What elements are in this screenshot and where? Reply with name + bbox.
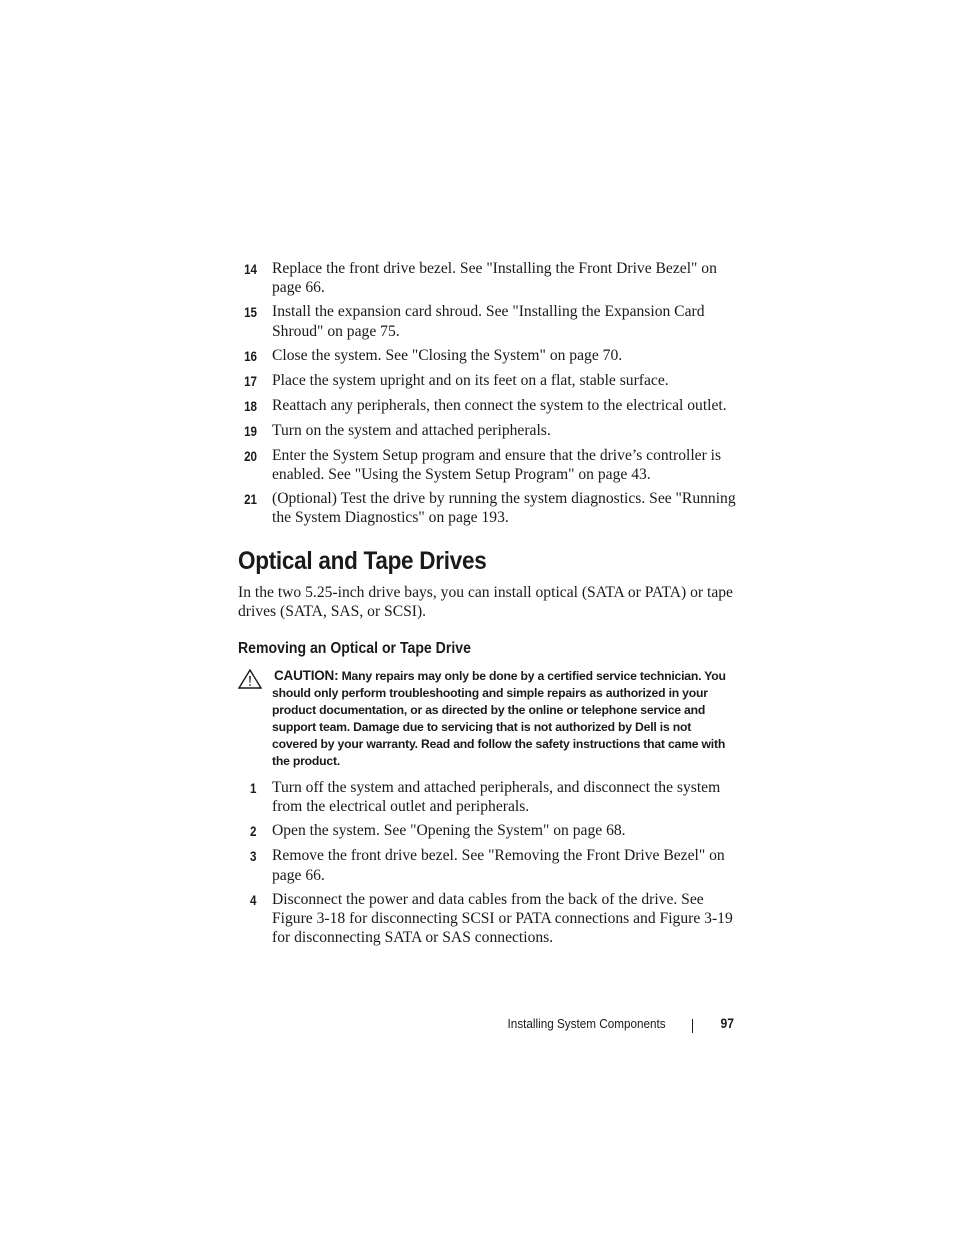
section-heading: Optical and Tape Drives <box>238 547 487 575</box>
list-item <box>238 778 738 816</box>
warning-triangle-icon <box>238 669 262 689</box>
step-text: (Optional) Test the drive by running the system diagnostics. See "Running the System Diagnostics" on page 193. <box>272 490 736 527</box>
step-text: Open the system. See "Opening the System" on page 68. <box>272 822 626 840</box>
step-number: 19 <box>244 423 258 439</box>
step-text: Replace the front drive bezel. See "Installing the Front Drive Bezel" on page 66. <box>272 260 717 297</box>
step-text: Turn off the system and attached peripherals, and disconnect the system from the electrical outlet and peripherals. <box>272 779 721 816</box>
caution-notice <box>238 667 738 770</box>
step-number: 3 <box>250 849 257 865</box>
list-item <box>238 821 738 841</box>
footer-section-title: Installing System Components <box>507 1016 666 1031</box>
footer-divider <box>692 1019 693 1033</box>
step-text: Place the system upright and on its feet on a flat, stable surface. <box>272 371 669 389</box>
step-text: Turn on the system and attached peripherals. <box>272 421 551 439</box>
subsection-heading: Removing an Optical or Tape Drive <box>238 640 471 657</box>
list-item <box>238 446 738 484</box>
step-number: 2 <box>250 824 257 840</box>
step-number: 17 <box>244 373 258 389</box>
list-item <box>238 346 738 366</box>
step-text: Install the expansion card shroud. See "Installing the Expansion Card Shroud" on page 75. <box>272 303 705 340</box>
caution-body: Many repairs may only be done by a certified service technician. You should only perform troubleshooting and simple repairs as authorized in your product documentation, or as directed by the online or telephone service and support team. Damage due to servicing that is not authorized by Dell is not covered by your warranty. Read and follow the safety instructions that came with the product. <box>272 669 726 768</box>
step-text: Reattach any peripherals, then connect the system to the electrical outlet. <box>272 396 727 414</box>
list-item <box>238 421 738 441</box>
list-item <box>238 396 738 416</box>
step-text: Close the system. See "Closing the System" on page 70. <box>272 346 623 364</box>
continued-steps-list <box>238 259 738 533</box>
list-item <box>238 302 738 340</box>
caution-label: CAUTION: <box>274 668 339 683</box>
step-text: Remove the front drive bezel. See "Removing the Front Drive Bezel" on page 66. <box>272 847 725 884</box>
step-number: 15 <box>244 305 258 321</box>
step-number: 18 <box>244 398 258 414</box>
list-item <box>238 489 738 527</box>
step-text: Enter the System Setup program and ensure that the drive’s controller is enabled. See "Using the System Setup Program" on page 43. <box>272 446 722 484</box>
list-item <box>238 371 738 391</box>
page-number: 97 <box>720 1016 734 1031</box>
step-number: 14 <box>244 262 258 277</box>
step-number: 1 <box>250 781 257 796</box>
list-item <box>238 259 738 297</box>
list-item <box>238 890 738 948</box>
step-number: 4 <box>250 892 257 908</box>
step-number: 16 <box>244 348 258 364</box>
step-number: 20 <box>244 448 258 464</box>
step-text: Disconnect the power and data cables from the back of the drive. See Figure 3-18 for disconnecting SCSI or PATA connections and Figure 3-19 for disconnecting SATA or SAS connections. <box>272 890 733 947</box>
section-intro: In the two 5.25-inch drive bays, you can install optical (SATA or PATA) or tape drives (SATA, SAS, or SCSI). <box>238 584 733 621</box>
page-footer <box>480 1014 738 1036</box>
removal-steps-list <box>238 778 738 952</box>
step-number: 21 <box>244 492 258 508</box>
list-item <box>238 846 738 884</box>
